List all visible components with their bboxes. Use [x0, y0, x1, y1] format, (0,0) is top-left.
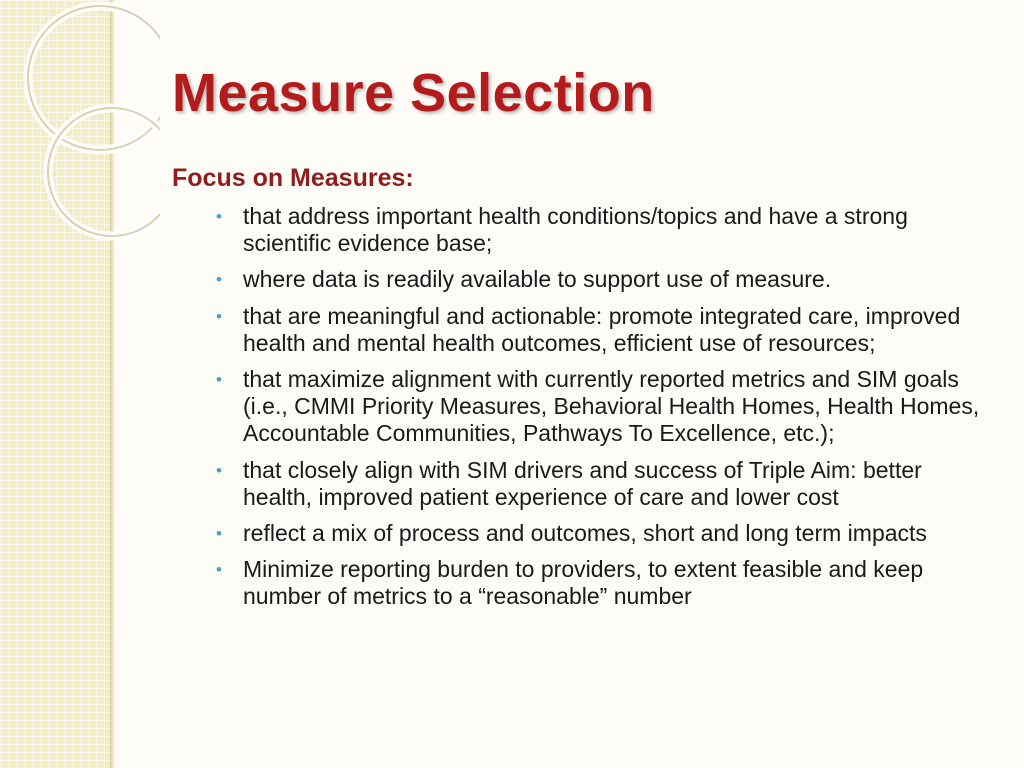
list-item: [216, 203, 983, 257]
bullet-dot-icon: •: [216, 370, 222, 390]
bullet-text: that maximize alignment with currently reported metrics and SIM goals (i.e., CMMI Priority Measures, Behavioral Health Homes, Health Homes, Accountable Communities, Pathways To Excellence, etc.);: [243, 366, 980, 447]
list-item: [216, 556, 983, 610]
list-item: [216, 302, 983, 357]
bullet-list: [216, 203, 983, 620]
bullet-text: reflect a mix of process and outcomes, short and long term impacts: [243, 520, 927, 547]
list-item: [216, 456, 983, 511]
bullet-text: that are meaningful and actionable: promote integrated care, improved health and mental health outcomes, efficient use of resources;: [243, 302, 961, 356]
bullet-text: that closely align with SIM drivers and success of Triple Aim: better health, improved patient experience of care and lower cost: [243, 456, 922, 510]
bullet-dot-icon: •: [216, 306, 222, 326]
bullet-dot-icon: •: [216, 207, 222, 226]
bullet-text: where data is readily available to support use of measure.: [243, 266, 832, 293]
bullet-text: Minimize reporting burden to providers, to extent feasible and keep number of metrics to a “reasonable” number: [243, 556, 924, 610]
section-subheading: Focus on Measures:: [172, 164, 414, 192]
bullet-dot-icon: •: [216, 560, 222, 580]
list-item: [216, 366, 983, 448]
bullet-dot-icon: •: [216, 524, 222, 544]
bullet-text: that address important health conditions/topics and have a strong scientific evidence base;: [243, 203, 908, 257]
ring-decoration-icon: [0, 0, 160, 260]
list-item: [216, 266, 983, 293]
slide-title: Measure Selection: [172, 63, 655, 123]
bullet-dot-icon: •: [216, 270, 222, 290]
list-item: [216, 520, 983, 547]
bullet-dot-icon: •: [216, 460, 222, 480]
